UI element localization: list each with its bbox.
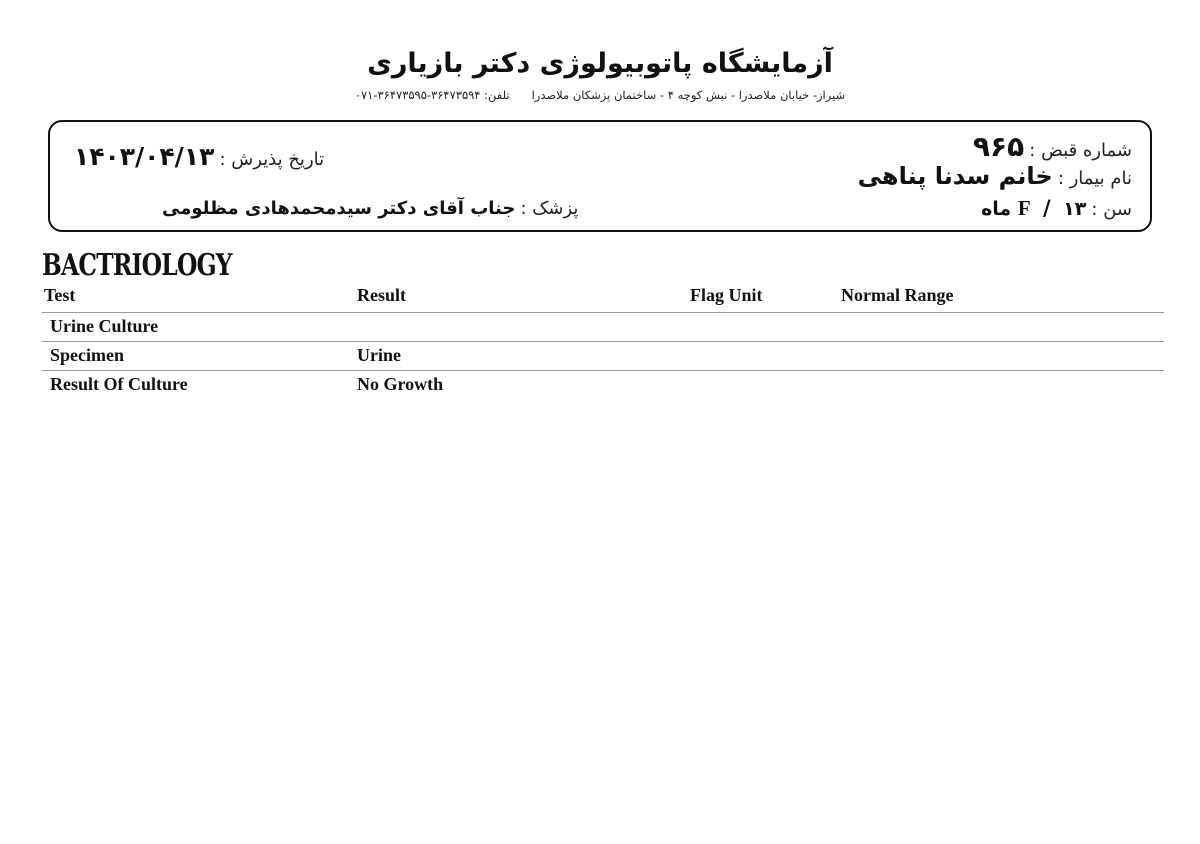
header-normal-range: Normal Range — [841, 285, 954, 305]
patient-info-box — [48, 120, 1152, 232]
patient-name: خانم سدنا پناهی — [857, 162, 1053, 190]
age-label: سن : — [1091, 199, 1132, 220]
header-result: Result — [357, 285, 406, 305]
table-row — [42, 313, 1164, 342]
section-title: BACTRIOLOGY — [42, 248, 232, 283]
test-name: Specimen — [50, 345, 124, 365]
receipt-label: شماره قبض : — [1029, 140, 1132, 161]
receipt-number: ۹۶۵ — [972, 130, 1025, 163]
table-row — [42, 342, 1164, 371]
admission-date-label: تاریخ پذیرش : — [219, 149, 325, 170]
lab-phone: تلفن: ۳۶۴۷۳۵۹۴-۳۶۴۷۳۵۹۵-۰۷۱ — [354, 88, 510, 102]
age-separator: / — [1035, 196, 1059, 220]
doctor-line — [162, 198, 578, 219]
age-line — [981, 196, 1132, 221]
test-name: Urine Culture — [50, 316, 159, 336]
lab-address: شیراز- خیابان ملاصدرا - نبش کوچه ۴ - ساختمان پزشکان ملاصدرا — [531, 88, 846, 102]
header-flag-unit: Flag Unit — [690, 285, 763, 305]
results-table — [42, 282, 1164, 399]
patient-age: ۱۳ ماه — [981, 198, 1087, 220]
receipt-line — [973, 130, 1132, 163]
patient-sex: F — [1017, 196, 1031, 220]
admission-date-line — [74, 142, 324, 171]
test-name: Result Of Culture — [50, 374, 188, 394]
patient-name-label: نام بیمار : — [1057, 168, 1132, 189]
lab-name: آزمایشگاه پاتوبیولوژی دکتر بازیاری — [367, 48, 833, 79]
table-row — [42, 371, 1164, 399]
doctor-name: جناب آقای دکتر سیدمحمدهادی مظلومی — [162, 198, 516, 219]
table-header-row — [42, 282, 1164, 313]
test-result: Urine — [357, 345, 401, 365]
test-result: No Growth — [357, 374, 444, 394]
patient-name-line — [858, 162, 1132, 190]
doctor-label: پزشک : — [520, 198, 579, 219]
header-test: Test — [44, 285, 76, 305]
lab-address-line — [0, 88, 1200, 102]
admission-date: ۱۴۰۳/۰۴/۱۳ — [74, 142, 215, 171]
